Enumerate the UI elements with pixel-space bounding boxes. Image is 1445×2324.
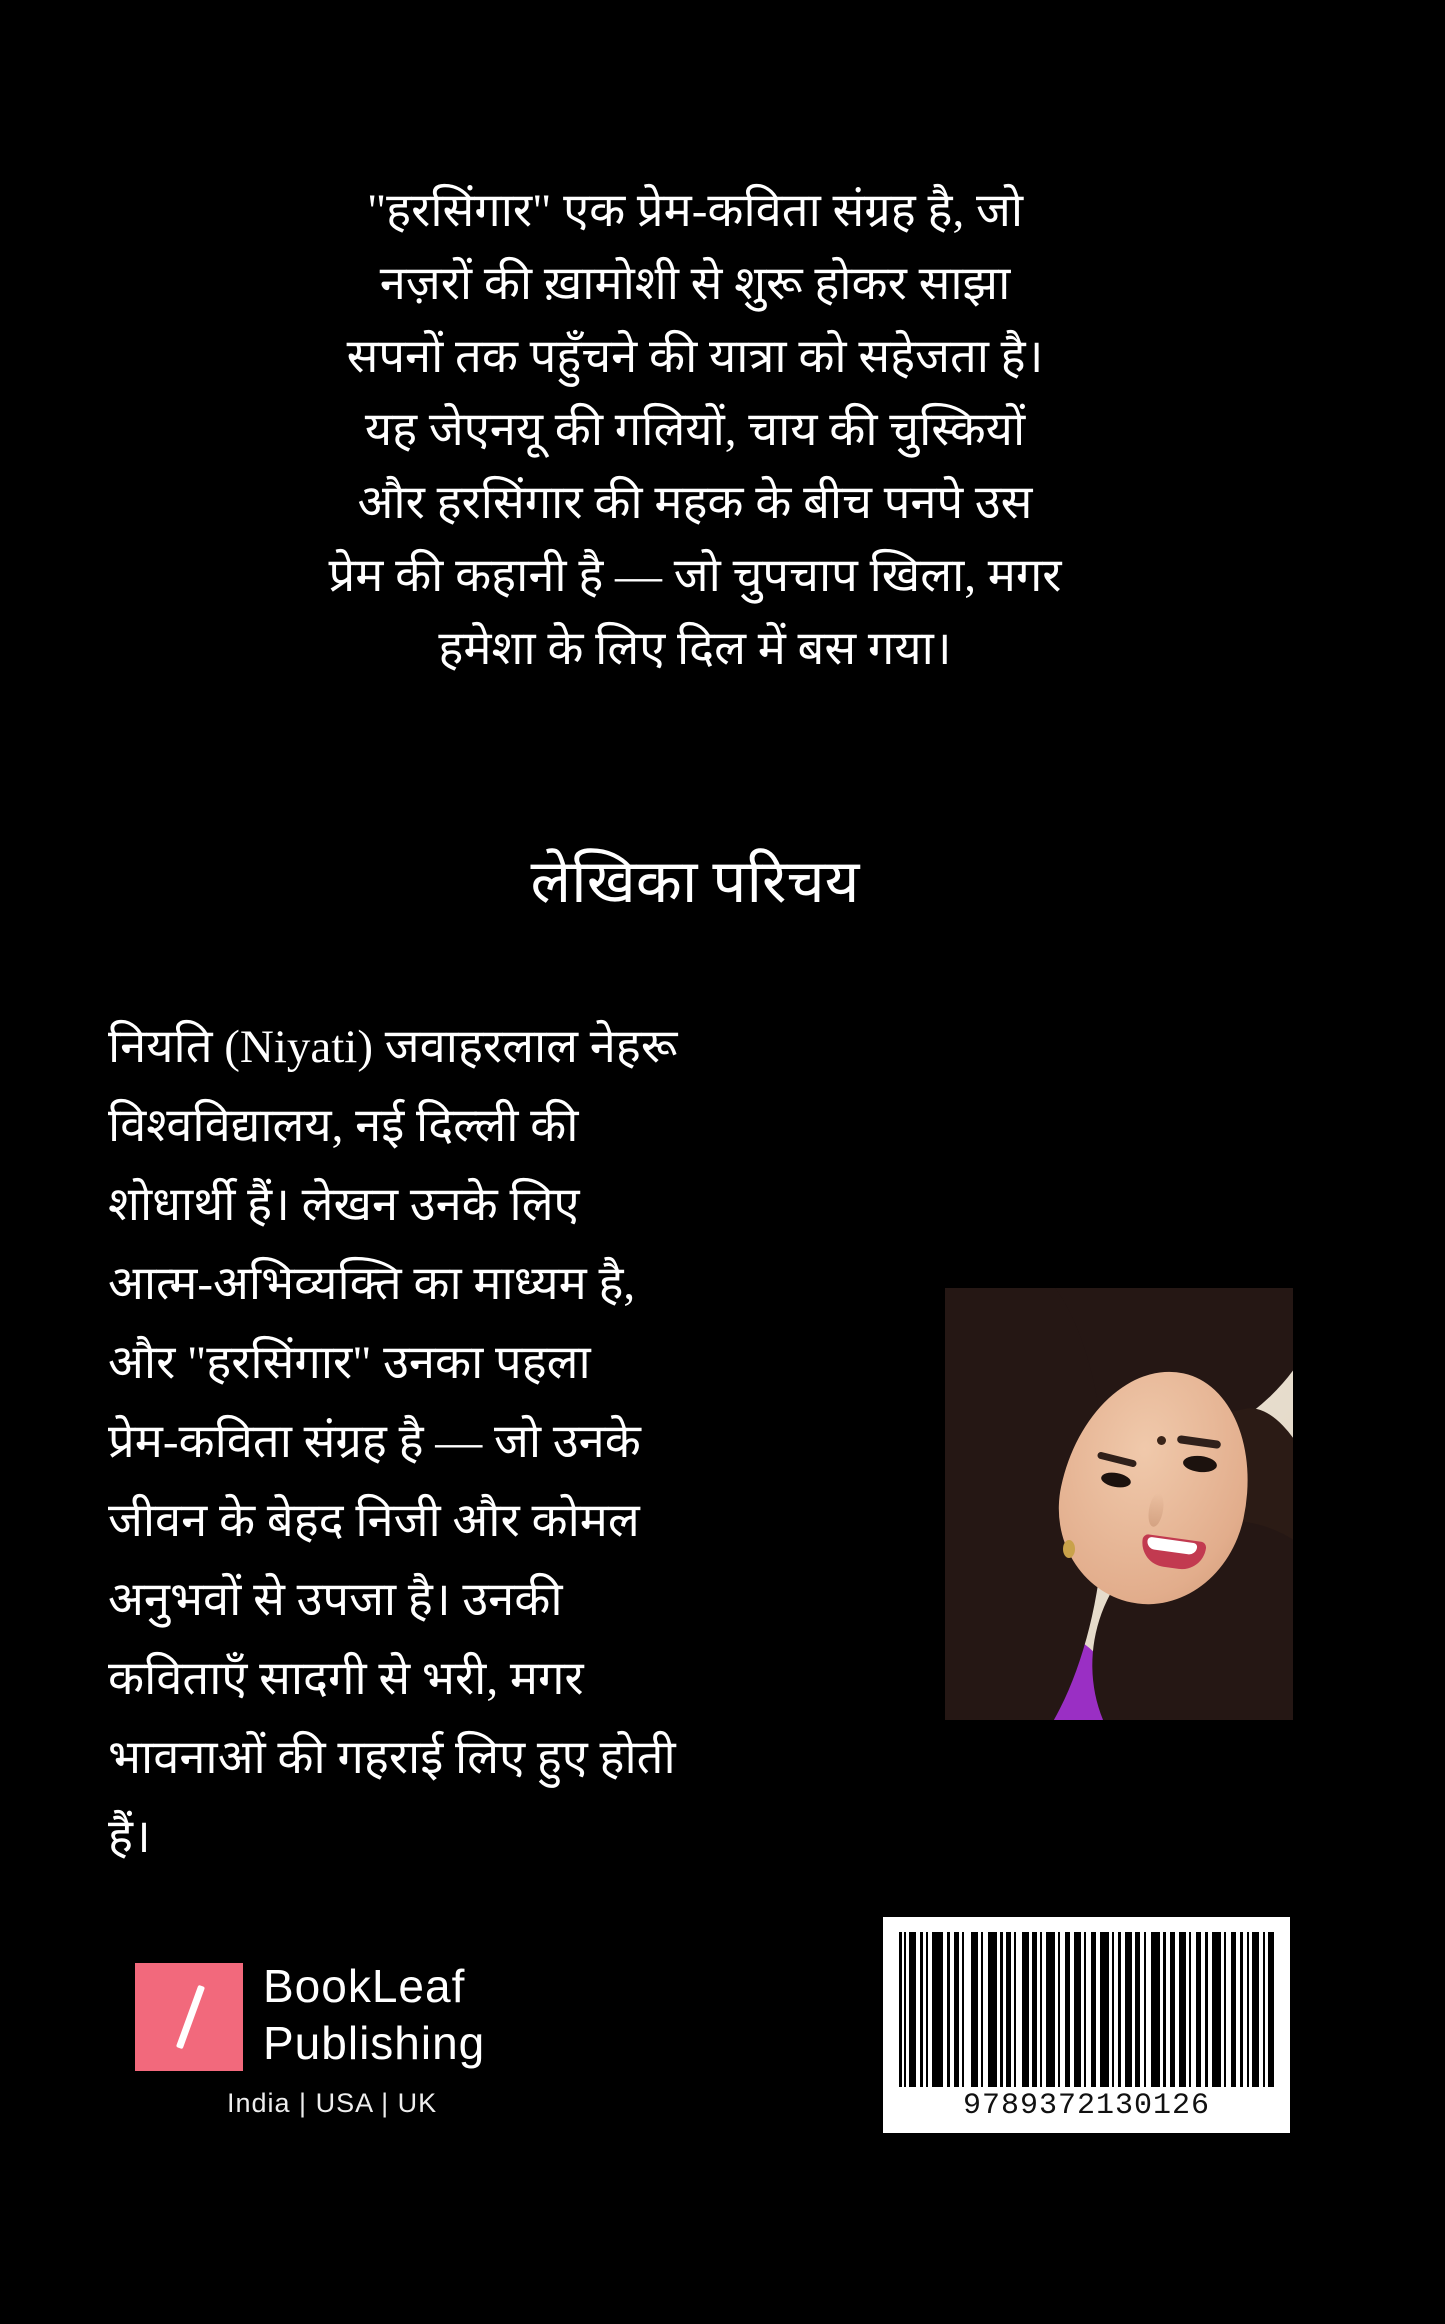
synopsis-line: यह जेएनयू की गलियों, चाय की चुस्कियों [364, 404, 1026, 456]
bio-line: नियति (Niyati) जवाहरलाल नेहरू [108, 1021, 678, 1073]
publisher-name-line1: BookLeaf [263, 1960, 466, 2012]
bio-line: प्रेम-कविता संग्रह है — जो उनके [108, 1416, 641, 1468]
bio-line: कविताएँ सादगी से भरी, मगर [108, 1653, 584, 1705]
bio-line: भावनाओं की गहराई लिए हुए होती [108, 1732, 676, 1784]
publisher-name-line2: Publishing [263, 2017, 486, 2069]
bio-line: विश्वविद्यालय, नई दिल्ली की [108, 1100, 579, 1152]
photo-bindi [1157, 1436, 1166, 1445]
synopsis-line: प्रेम की कहानी है — जो चुपचाप खिला, मगर [328, 550, 1062, 602]
synopsis-paragraph [50, 175, 1340, 686]
synopsis-line: हमेशा के लिए दिल में बस गया। [438, 623, 952, 675]
bio-line: शोधार्थी हैं। लेखन उनके लिए [108, 1179, 580, 1231]
bookleaf-logo-mark [135, 1963, 243, 2071]
barcode-number: 9789372130126 [962, 2089, 1211, 2123]
synopsis-line: "हरसिंगार" एक प्रेम-कविता संग्रह है, जो [366, 185, 1024, 237]
publisher-logo-row [135, 1958, 485, 2072]
bio-line: हैं। [108, 1811, 151, 1863]
publisher-logo-block [135, 1958, 485, 2119]
slash-icon [176, 1985, 205, 2049]
bio-line: और "हरसिंगार" उनका पहला [108, 1337, 591, 1389]
synopsis-line: सपनों तक पहुँचने की यात्रा को सहेजता है। [346, 331, 1044, 383]
author-bio [108, 1008, 677, 1877]
synopsis-line: नज़रों की ख़ामोशी से शुरू होकर साझा [379, 258, 1011, 310]
synopsis-line: और हरसिंगार की महक के बीच पनपे उस [357, 477, 1033, 529]
author-photo [945, 1288, 1293, 1720]
barcode [883, 1917, 1290, 2133]
publisher-regions: India | USA | UK [227, 2088, 438, 2118]
publisher-name [263, 1958, 485, 2072]
bio-line: जीवन के बेहद निजी और कोमल [108, 1495, 640, 1547]
bio-line: अनुभवों से उपजा है। उनकी [108, 1574, 563, 1626]
barcode-bars [899, 1932, 1274, 2087]
bio-line: आत्म-अभिव्यक्ति का माध्यम है, [108, 1258, 636, 1310]
photo-earring [1063, 1540, 1075, 1558]
author-section-heading: लेखिका परिचय [530, 849, 860, 915]
